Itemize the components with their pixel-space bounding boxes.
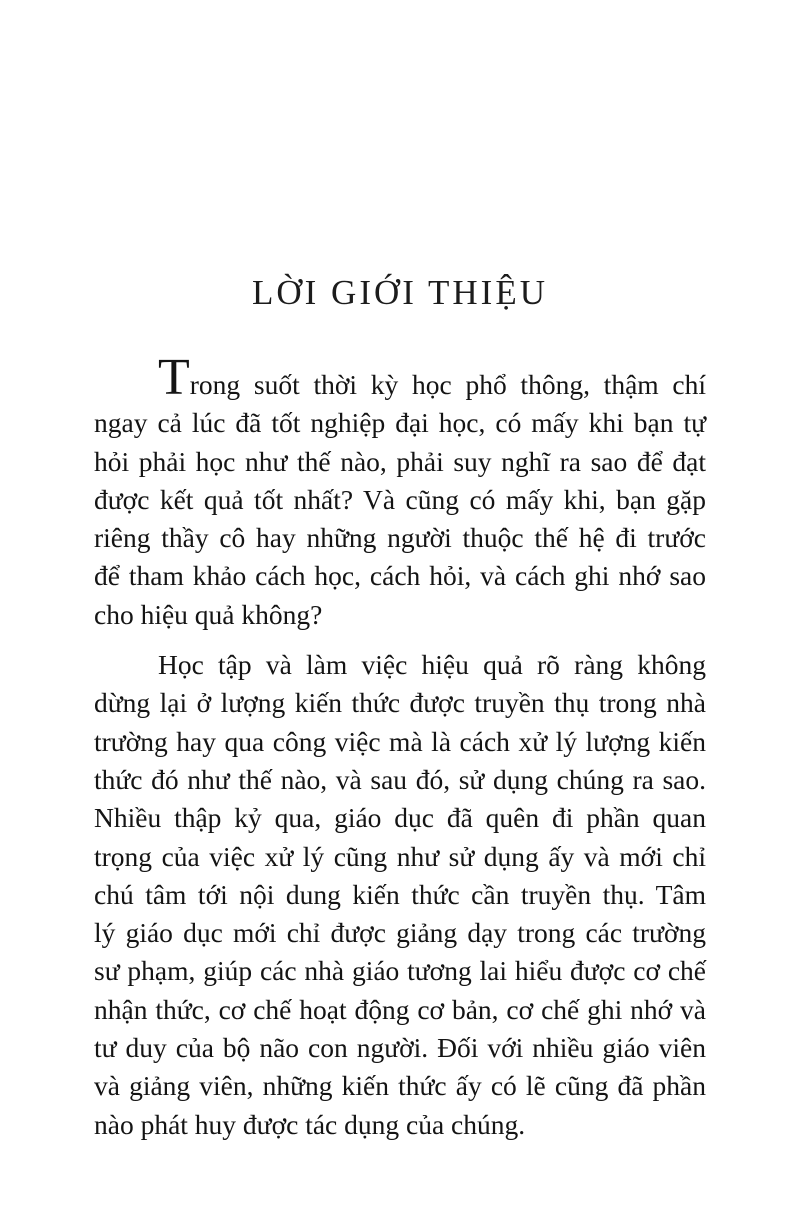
text-line: lý giáo dục mới chỉ được giảng dạy trong các trường — [94, 917, 706, 949]
text-line: trường hay qua công việc mà là cách xử lý lượng kiến — [94, 725, 706, 757]
page-title: LỜI GIỚI THIỆU — [251, 273, 548, 313]
text-line: ngay cả lúc đã tốt nghiệp đại học, có mấy khi bạn tự — [94, 407, 706, 439]
text-line: Học tập và làm việc hiệu quả rõ ràng không — [158, 649, 706, 681]
text-line: tư duy của bộ não con người. Đối với nhiều giáo viên — [94, 1032, 706, 1064]
text-line: sư phạm, giúp các nhà giáo tương lai hiểu được cơ chế — [94, 955, 706, 987]
text-line: riêng thầy cô hay những người thuộc thế hệ đi trước — [94, 522, 706, 554]
text-line: dừng lại ở lượng kiến thức được truyền thụ trong nhà — [94, 687, 706, 719]
text-line: nhận thức, cơ chế hoạt động cơ bản, cơ chế ghi nhớ và — [94, 993, 706, 1025]
text-line: chú tâm tới nội dung kiến thức cần truyền thụ. Tâm — [94, 878, 706, 910]
text-line: cho hiệu quả không? — [94, 598, 323, 630]
paragraph — [94, 646, 706, 1144]
text-line: được kết quả tốt nhất? Và cũng có mấy khi, bạn gặp — [94, 483, 706, 515]
text-line: Trong suốt thời kỳ học phổ thông, thậm chí — [158, 349, 706, 406]
text-line: nào phát huy được tác dụng của chúng. — [94, 1108, 526, 1140]
text-line: và giảng viên, những kiến thức ấy có lẽ cũng đã phần — [94, 1070, 706, 1102]
text-line: Nhiều thập kỷ qua, giáo dục đã quên đi phần quan — [94, 802, 706, 834]
text-line: thức đó như thế nào, và sau đó, sử dụng chúng ra sao. — [94, 763, 706, 795]
body-text — [94, 349, 706, 1144]
text-line: để tham khảo cách học, cách hỏi, và cách ghi nhớ sao — [94, 560, 706, 592]
drop-cap: T — [158, 349, 190, 406]
paragraph — [94, 349, 706, 634]
text-line: hỏi phải học như thế nào, phải suy nghĩ ra sao để đạt — [94, 445, 706, 477]
text-line: trọng của việc xử lý cũng như sử dụng ấy và mới chỉ — [94, 840, 706, 872]
